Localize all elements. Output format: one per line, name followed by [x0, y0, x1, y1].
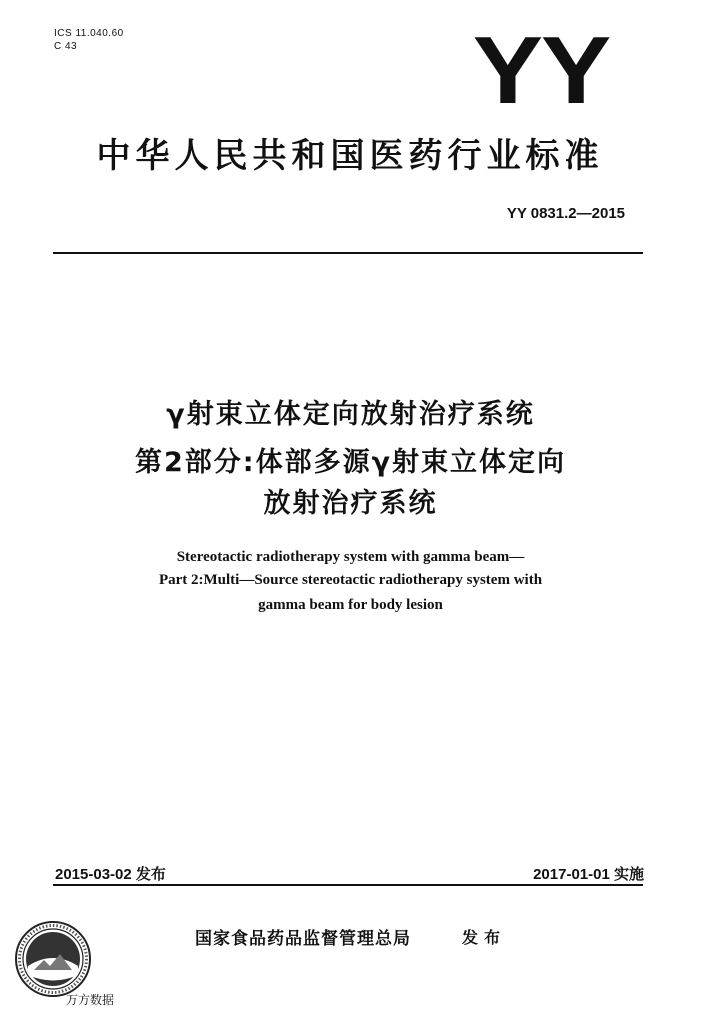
issuing-authority: 国家食品药品监督管理总局 [195, 929, 411, 949]
title-en-line3: gamma beam for body lesion [258, 597, 443, 613]
title-cn-line2: 第2部分:体部多源γ射束立体定向 [135, 447, 566, 478]
standard-number: YY 0831.2—2015 [506, 205, 625, 222]
ics-code: ICS 11.040.60 [54, 28, 124, 39]
title-cn-line3: 放射治疗系统 [263, 488, 438, 519]
yy-logo: YY [472, 17, 609, 124]
issue-date: 2015-03-02 发布 [55, 866, 166, 883]
effective-date: 2017-01-01 实施 [533, 866, 644, 883]
seal-icon [14, 920, 92, 998]
organization-title: 中华人民共和国医药行业标准 [96, 136, 604, 176]
header-divider [53, 252, 643, 254]
ccs-code: C 43 [54, 41, 78, 52]
title-en-line1: Stereotactic radiotherapy system with gamma beam— [176, 549, 525, 565]
issue-label: 发布 [462, 928, 507, 947]
title-cn-line1: γ射束立体定向放射治疗系统 [166, 399, 535, 430]
title-en-line2: Part 2:Multi—Source stereotactic radiotherapy system with [158, 572, 543, 588]
watermark-text: 万方数据 [66, 993, 115, 1007]
footer-divider [53, 884, 643, 886]
classification-codes [54, 27, 124, 53]
